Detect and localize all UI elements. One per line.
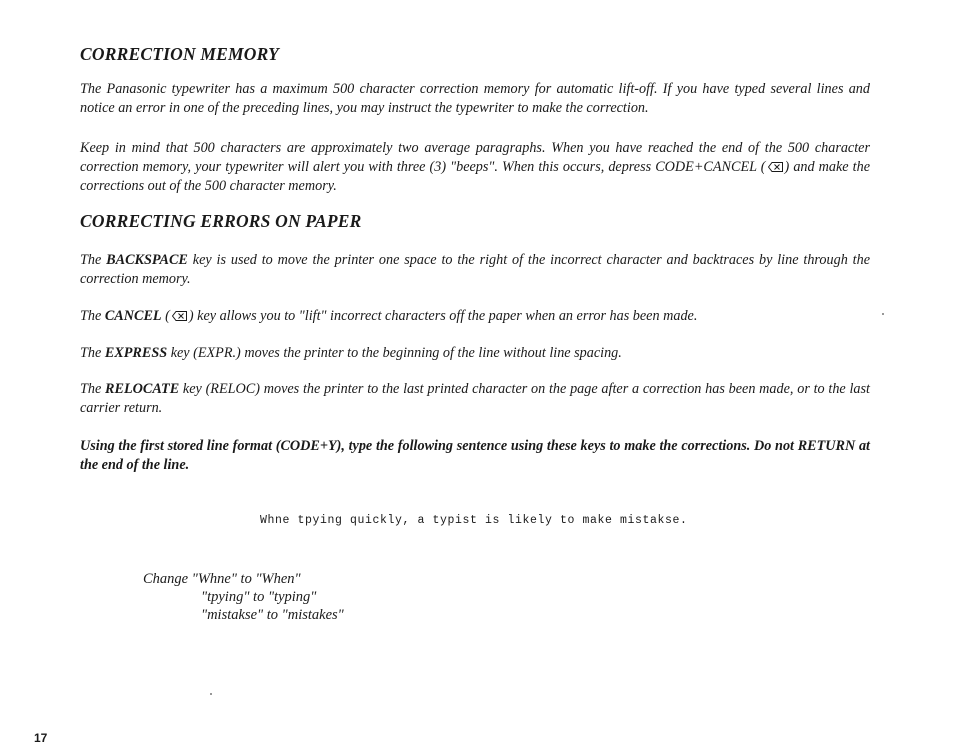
relocate-pre: The xyxy=(80,381,106,397)
express-pre: The xyxy=(80,345,105,361)
scan-speck xyxy=(882,313,884,315)
memory-limit-text-1: Keep in mind that 500 characters are approximately two average paragraphs. When you have reached the end of the 500 character correction memory, your typewriter will alert you with three (3) "beeps". When this occurs, depress CODE+CANCEL ( xyxy=(80,140,870,175)
paragraph-relocate-key xyxy=(80,380,870,418)
corrections-list xyxy=(143,570,344,624)
relocate-key-label: RELOCATE xyxy=(105,381,180,397)
heading-correcting-errors: CORRECTING ERRORS ON PAPER xyxy=(80,211,362,231)
cancel-key-label: CANCEL xyxy=(104,308,162,324)
paragraph-backspace-key xyxy=(80,251,870,289)
paragraph-express-key xyxy=(80,344,870,363)
paragraph-correction-memory-intro: The Panasonic typewriter has a maximum 500 character correction memory for automatic lift-off. If you have typed several lines and notice an error in one of the preceding lines, you may instruct the typewriter to make the correction. xyxy=(80,81,870,116)
relocate-description: key (RELOC) moves the printer to the last printed character on the page after a correction has been made, or to the last carrier return. xyxy=(80,381,870,416)
cancel-description: ) key allows you to "lift" incorrect characters off the paper when an error has been made. xyxy=(188,308,698,324)
correction-item: Change "Whne" to "When" xyxy=(143,571,301,587)
delete-key-icon xyxy=(768,162,783,172)
express-key-label: EXPRESS xyxy=(104,345,168,361)
memory-limit-text-2: ) and make the corrections out of the 500 character memory. xyxy=(80,159,871,194)
backspace-key-label: BACKSPACE xyxy=(106,252,188,268)
page-number: 17 xyxy=(34,731,48,745)
scan-speck xyxy=(210,693,212,695)
cancel-pre: The xyxy=(80,308,105,324)
backspace-description: key is used to move the printer one space to the right of the incorrect character and backtraces by line through the correction memory. xyxy=(80,252,870,287)
correction-item: "tpying" to "typing" xyxy=(201,589,317,605)
paragraph-cancel-key xyxy=(80,307,870,326)
paragraph-memory-limit xyxy=(80,139,870,196)
heading-correction-memory: CORRECTION MEMORY xyxy=(80,44,280,64)
cancel-paren: ( xyxy=(161,308,170,324)
backspace-pre: The xyxy=(80,252,107,268)
express-description: key (EXPR.) moves the printer to the beginning of the line without line spacing. xyxy=(167,345,622,361)
delete-key-icon xyxy=(172,311,187,321)
paragraph-exercise-instruction: Using the first stored line format (CODE+Y), type the following sentence using these keys to make the corrections. Do not RETURN at the end of the line. xyxy=(80,438,870,473)
sample-typed-sentence: Whne tpying quickly, a typist is likely to make mistakse. xyxy=(260,514,688,527)
correction-item: "mistakse" to "mistakes" xyxy=(201,607,344,623)
